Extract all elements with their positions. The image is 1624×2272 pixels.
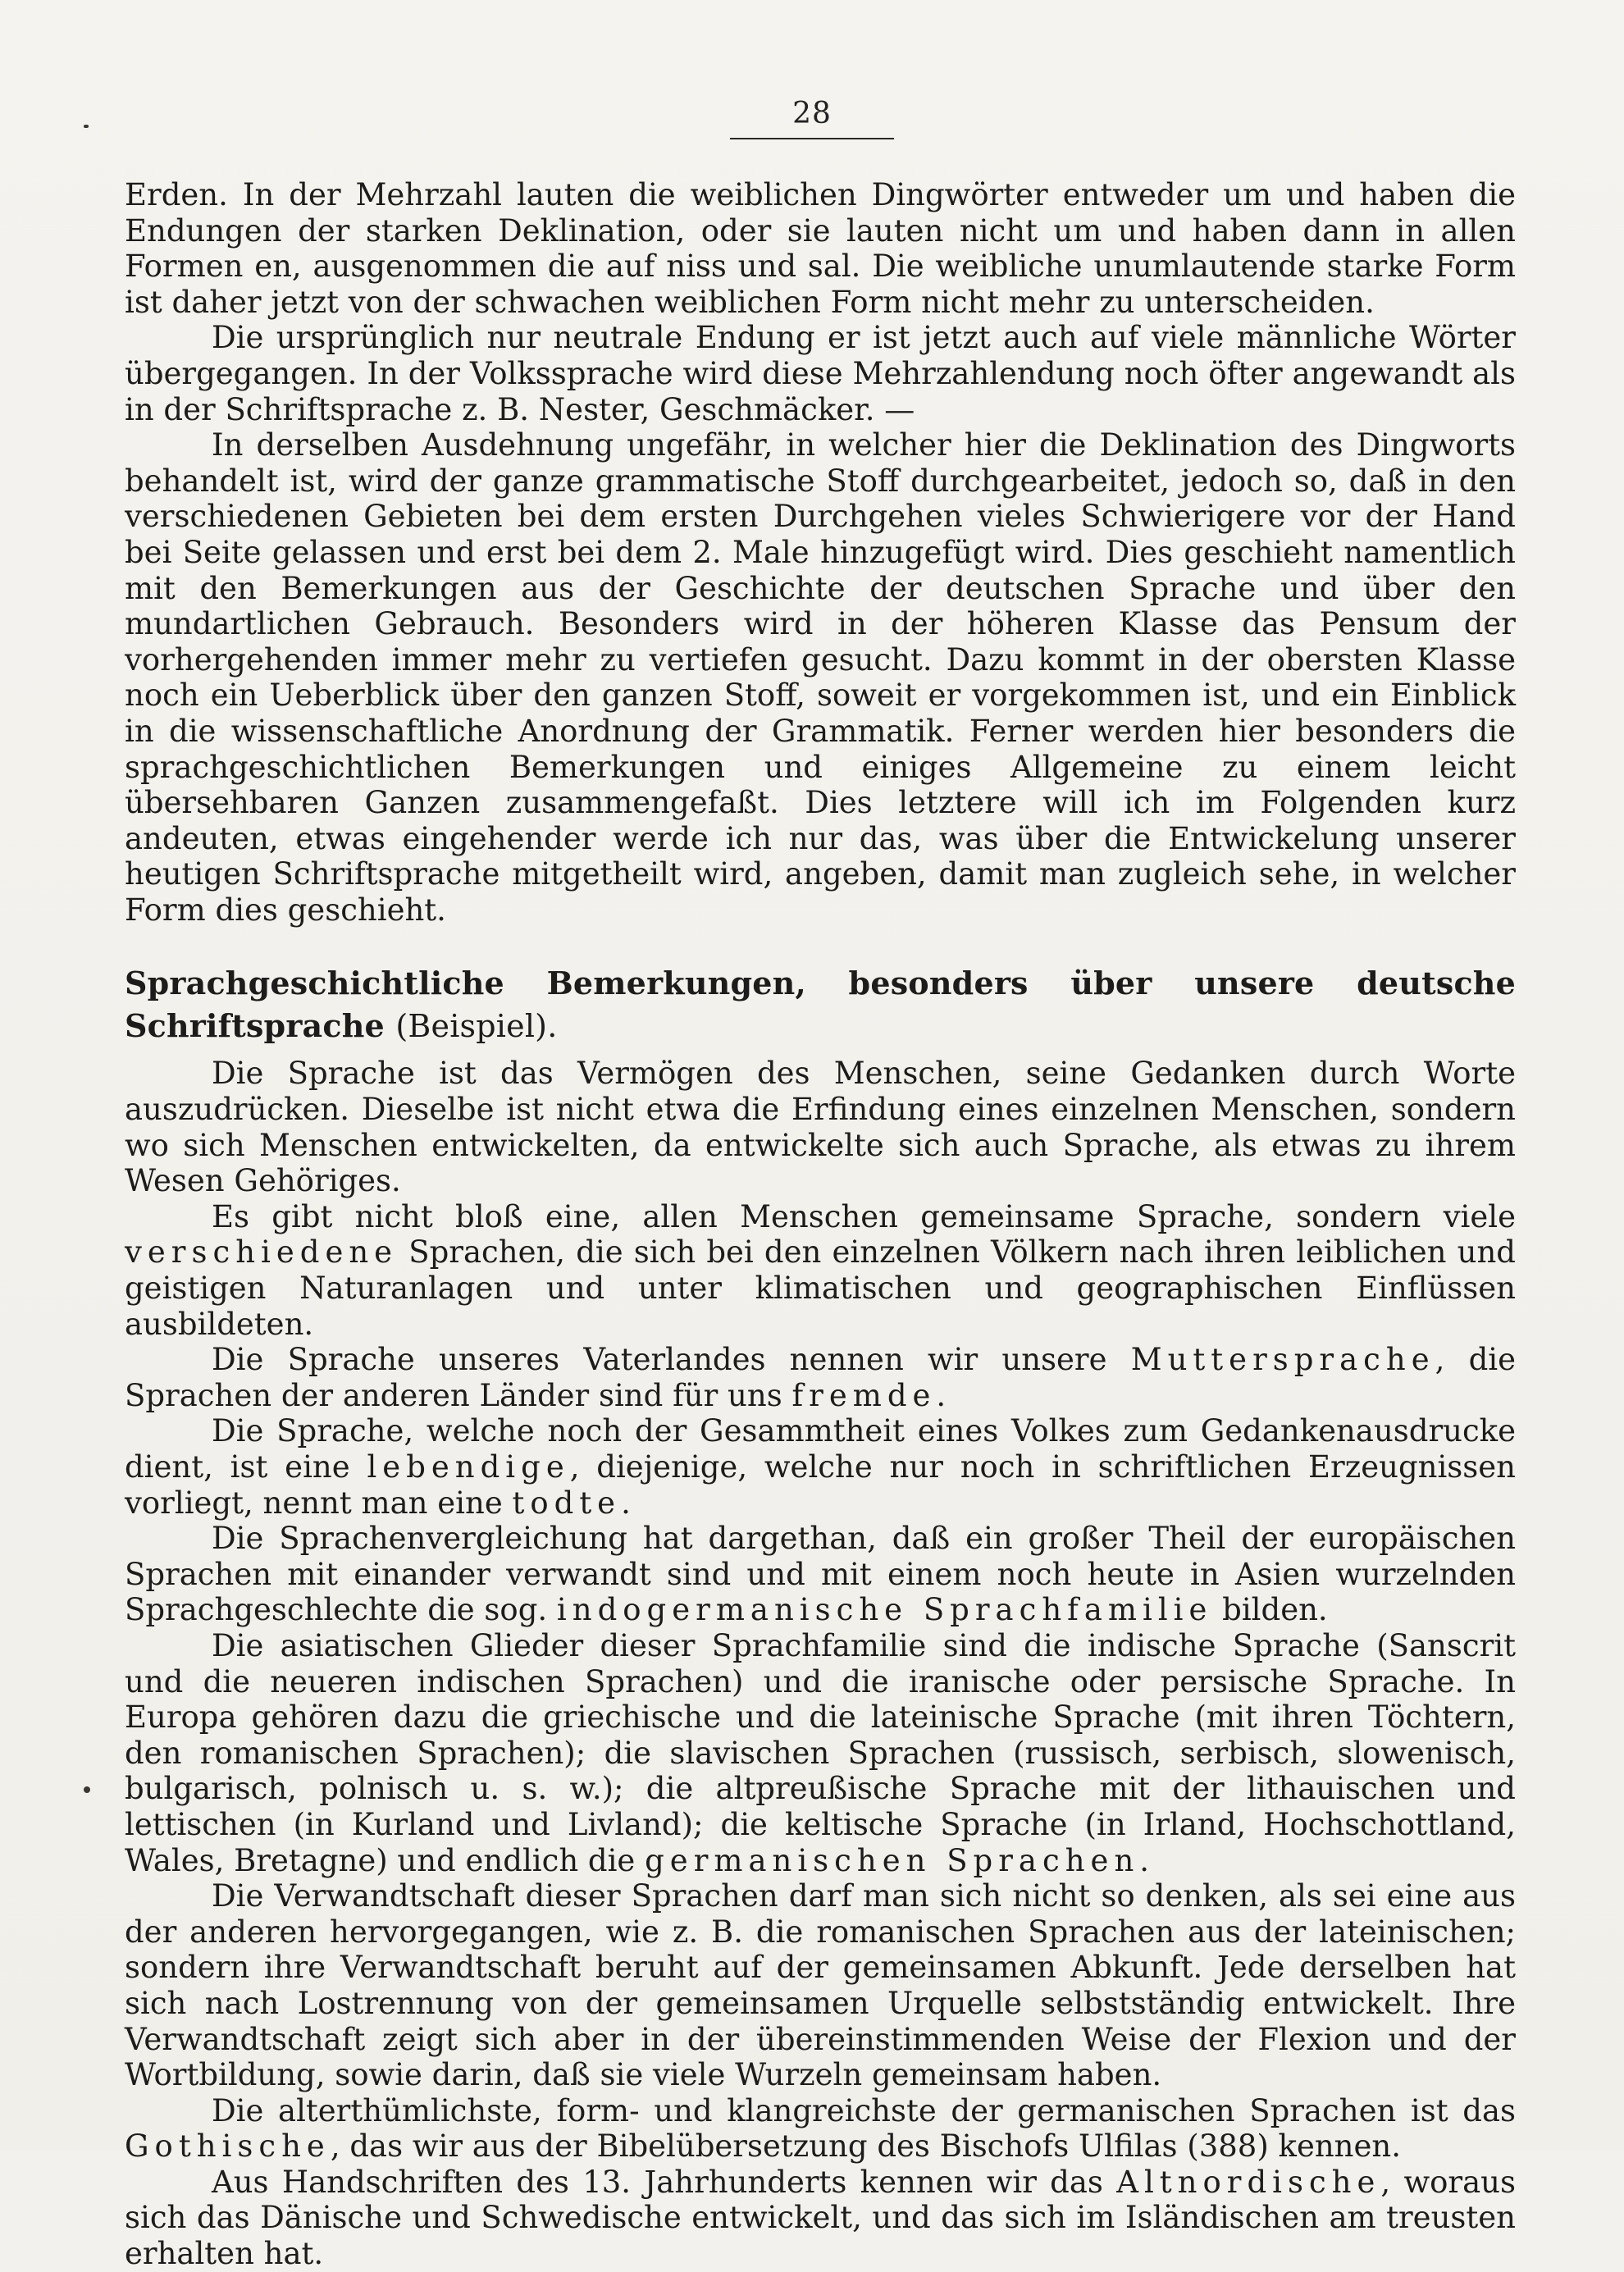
header-rule bbox=[730, 138, 894, 139]
text-run: , woraus sich das Dänische und Schwedische entwickelt, und das sich im Isländischen am treusten erhalten hat. bbox=[125, 2164, 1516, 2272]
paragraph: Erden. In der Mehrzahl lauten die weiblichen Dingwörter entweder um und haben die Endungen der starken Deklination, oder sie lauten nicht um und haben dann in allen Formen en, ausgenommen die auf niss und sal. Die weibliche unumlautende starke Form ist daher jetzt von der schwachen weiblichen Form nicht mehr zu unterscheiden. bbox=[125, 177, 1516, 320]
paragraph: Die Sprache ist das Vermögen des Menschen, seine Gedanken durch Worte auszudrücken. Dieselbe ist nicht etwa die Erfindung eines einzelnen Menschen, sondern wo sich Menschen entwickelten, da entwickelte sich auch Sprache, als etwas zu ihrem Wesen Gehöriges. bbox=[125, 1056, 1516, 1199]
text-run: Es gibt nicht bloß eine, allen Menschen gemeinsame Sprache, sondern viele bbox=[212, 1198, 1516, 1234]
emphasized-term: fremde bbox=[791, 1377, 937, 1413]
body-text bbox=[125, 177, 1516, 2272]
paragraph bbox=[125, 2093, 1516, 2165]
text-run: Die asiatischen Glieder dieser Sprachfamilie sind die indische Sprache (Sanscrit und die neueren indischen Sprachen) und die iranische oder persische Sprache. In Europa gehören dazu die griechische und die lateinische Sprache (mit ihren Töchtern, den romanischen Sprachen); die slavischen Sprachen (russisch, serbisch, slowenisch, bulgarisch, polnisch u. s. w.); die altpreußische Sprache mit der lithauischen und lettischen (in Kurland und Livland); die keltische Sprache (in Irland, Hochschottland, Wales, Bretagne) und endlich die bbox=[125, 1627, 1516, 1878]
emphasized-term: verschiedene bbox=[125, 1234, 399, 1271]
emphasized-term: lebendige bbox=[367, 1449, 570, 1485]
text-run: Aus Handschriften des 13. Jahrhunderts kennen wir das bbox=[212, 2164, 1103, 2200]
text-run: Die Sprache, welche noch der Gesammtheit eines Volkes zum Gedankenausdrucke dient, ist eine bbox=[125, 1413, 1516, 1485]
paragraph bbox=[125, 1521, 1516, 1628]
page-number: 28 bbox=[792, 97, 832, 130]
emphasized-term: Gothische bbox=[125, 2128, 331, 2165]
section-heading bbox=[125, 962, 1516, 1047]
paragraph bbox=[125, 1628, 1516, 1878]
emphasized-term: Altnordische bbox=[1116, 2164, 1381, 2200]
text-run: bilden. bbox=[1222, 1592, 1328, 1628]
emphasized-term: Muttersprache bbox=[1130, 1342, 1435, 1378]
section-heading-title: Sprachgeschichtliche Bemerkungen, besonders über unsere deutsche Schriftsprache bbox=[125, 965, 1516, 1045]
text-run: Die Sprachenvergleichung hat dargethan, daß ein großer Theil der europäischen Sprachen mit einander verwandt sind und mit einem noch heute in Asien wurzelnden Sprachgeschlechte die sog. bbox=[125, 1521, 1516, 1628]
paragraph: Die Verwandtschaft dieser Sprachen darf man sich nicht so denken, als sei eine aus der anderen hervorgegangen, wie z. B. die romanischen Sprachen aus der lateinischen; sondern ihre Verwandtschaft beruht auf der gemeinsamen Abkunft. Jede derselben hat sich nach Lostrennung von der gemeinsamen Urquelle selbstständig entwickelt. Ihre Verwandtschaft zeigt sich aber in der übereinstimmenden Weise der Flexion und der Wortbildung, sowie darin, daß sie viele Wurzeln gemeinsam haben. bbox=[125, 1878, 1516, 2093]
text-run: , die Sprachen der anderen Länder sind für uns bbox=[125, 1342, 1517, 1413]
margin-mark bbox=[84, 125, 89, 128]
paragraph: In derselben Ausdehnung ungefähr, in welcher hier die Deklination des Dingworts behandelt ist, wird der ganze grammatische Stoff durchgearbeitet, jedoch so, daß in den verschiedenen Gebieten bei dem ersten Durchgehen vieles Schwierigere vor der Hand bei Seite gelassen und erst bei dem 2. Male hinzugefügt wird. Dies geschieht namentlich mit den Bemerkungen aus der Geschichte der deutschen Sprache und über den mundartlichen Gebrauch. Besonders wird in der höheren Klasse das Pensum der vorhergehenden immer mehr zu vertiefen gesucht. Dazu kommt in der obersten Klasse noch ein Ueberblick über den ganzen Stoff, soweit er vorgekommen ist, und ein Einblick in die wissenschaftliche Anordnung der Grammatik. Ferner werden hier besonders die sprachgeschichtlichen Bemerkungen und einiges Allgemeine zu einem leicht übersehbaren Ganzen zusammengefaßt. Dies letztere will ich im Folgenden kurz andeuten, etwas eingehender werde ich nur das, was über die Entwickelung unserer heutigen Schriftsprache mitgetheilt wird, angeben, damit man zugleich sehe, in welcher Form dies geschieht. bbox=[125, 427, 1516, 928]
text-run: , das wir aus der Bibelübersetzung des Bischofs Ulfilas (388) kennen. bbox=[330, 2128, 1402, 2165]
emphasized-term: todte bbox=[512, 1485, 622, 1521]
text-run: . bbox=[621, 1485, 631, 1521]
emphasized-term: germanischen Sprachen bbox=[645, 1842, 1140, 1878]
text-run: . bbox=[1139, 1842, 1150, 1878]
text-run: , diejenige, welche nur noch in schriftlichen Erzeugnissen vorliegt, nennt man eine bbox=[125, 1449, 1516, 1521]
text-run: Die Sprache unseres Vaterlandes nennen wir unsere bbox=[212, 1342, 1107, 1378]
text-run: Sprachen, die sich bei den einzelnen Völkern nach ihren leiblichen und geistigen Naturanlagen und unter klimatischen und geographischen Einflüssen ausbildeten. bbox=[125, 1234, 1516, 1342]
emphasized-term: indogermanische Sprachfamilie bbox=[556, 1592, 1213, 1628]
paragraph bbox=[125, 1413, 1516, 1521]
text-run: . bbox=[936, 1377, 947, 1413]
paragraph bbox=[125, 1342, 1516, 1413]
text-run: Die alterthümlichste, form- und klangreichste der germanischen Sprachen ist das bbox=[212, 2092, 1516, 2128]
paragraph bbox=[125, 1199, 1516, 1342]
paragraph bbox=[125, 2165, 1516, 2272]
section-heading-note: (Beispiel). bbox=[395, 1008, 558, 1045]
paragraph: Die ursprünglich nur neutrale Endung er ist jetzt auch auf viele männliche Wörter übergegangen. In der Volkssprache wird diese Mehrzahlendung noch öfter angewandt als in der Schriftsprache z. B. Nester, Geschmäcker. — bbox=[125, 320, 1516, 427]
margin-mark bbox=[84, 1786, 90, 1793]
